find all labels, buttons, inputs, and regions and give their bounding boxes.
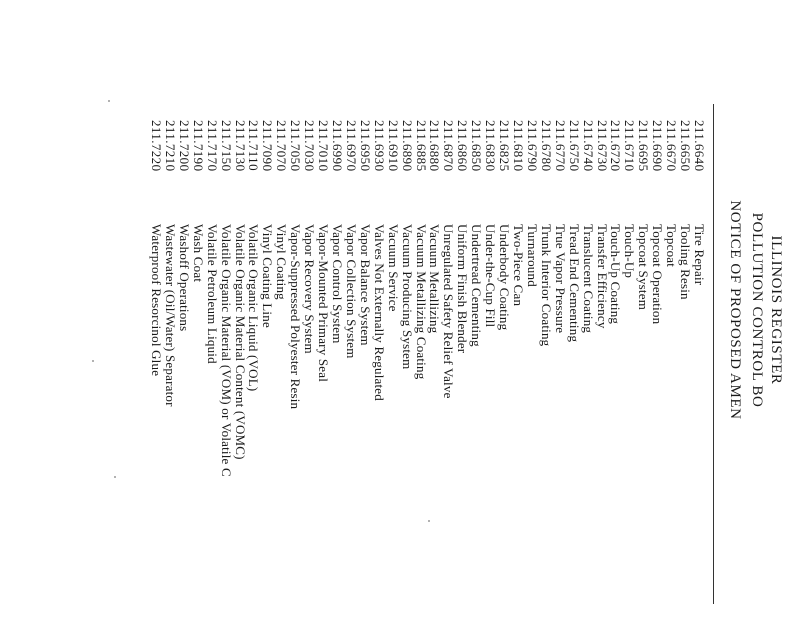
section-number: 211.7090: [260, 120, 276, 172]
defined-term: Transfer Efficiency: [594, 224, 610, 329]
section-number: 211.6690: [650, 120, 666, 172]
defined-term: Topcoat System: [636, 224, 652, 311]
section-row: [302, 120, 316, 640]
defined-term: Translucent Coating: [580, 224, 596, 334]
defined-term: Vacuum Metallizing Coating: [413, 224, 429, 380]
section-row: [441, 120, 455, 640]
section-number: 211.7170: [204, 120, 220, 172]
section-number: 211.6850: [469, 120, 485, 172]
defined-term: Wash Coat: [190, 224, 206, 283]
scan-speck: [114, 476, 116, 478]
section-number: 211.7190: [190, 120, 206, 172]
header-divider: [713, 104, 714, 604]
defined-term: Topcoat: [664, 224, 680, 268]
section-row: [205, 120, 219, 640]
defined-term: Vapor Recovery System: [302, 224, 318, 354]
defined-term: Vacuum Producing System: [399, 224, 415, 370]
section-row: [288, 120, 302, 640]
scan-speck: [108, 100, 110, 102]
section-row: [316, 120, 330, 640]
defined-term: Vinyl Coating: [274, 224, 290, 300]
section-number: 211.6830: [483, 120, 499, 172]
section-number: 211.6740: [580, 120, 596, 172]
section-row: [219, 120, 233, 640]
section-row: [469, 120, 483, 640]
defined-term: Turnaround: [524, 224, 540, 287]
section-row: [330, 120, 344, 640]
defined-term: Touch-Up Coating: [608, 224, 624, 325]
section-number: 211.6790: [524, 120, 540, 172]
section-number: 211.6880: [427, 120, 443, 172]
section-number: 211.6870: [441, 120, 457, 172]
section-number: 211.7200: [176, 120, 192, 172]
section-row: [511, 120, 525, 640]
section-number: 211.6650: [678, 120, 694, 172]
section-row: [191, 120, 205, 640]
section-row: [386, 120, 400, 640]
section-number: 211.6970: [343, 120, 359, 172]
defined-term: Vinyl Coating Line: [260, 224, 276, 328]
defined-term: Vacuum Service: [385, 224, 401, 312]
defined-term: Under-the-Cup Fill: [483, 224, 499, 328]
defined-term: Trunk Interior Coating: [538, 224, 554, 347]
section-number: 211.7150: [218, 120, 234, 172]
defined-term: Vapor Collection System: [343, 224, 359, 359]
defined-term: Vapor Control System: [330, 224, 346, 344]
section-number: 211.6720: [608, 120, 624, 172]
section-row: [358, 120, 372, 640]
section-row: [372, 120, 386, 640]
defined-term: Vapor-Mounted Primary Seal: [316, 224, 332, 383]
defined-term: Volatile Petroleum Liquid: [204, 224, 220, 364]
section-list: [149, 120, 706, 640]
defined-term: Wastewater (Oil/Water) Separator: [162, 224, 178, 407]
section-row: [567, 120, 581, 640]
section-row: [400, 120, 414, 640]
defined-term: Uniform Finish Blender: [455, 224, 471, 354]
section-row: [428, 120, 442, 640]
section-row: [414, 120, 428, 640]
section-row: [274, 120, 288, 640]
section-number: 211.7050: [288, 120, 304, 172]
section-number: 211.6810: [511, 120, 527, 172]
defined-term: Volatile Organic Material (VOM) or Volatile C: [218, 224, 234, 477]
section-number: 211.7210: [162, 120, 178, 172]
defined-term: Undertread Cementing: [469, 224, 485, 347]
section-number: 211.6860: [455, 120, 471, 172]
section-number: 211.6640: [692, 120, 707, 172]
section-row: [678, 120, 692, 640]
section-row: [483, 120, 497, 640]
defined-term: Tread End Cementing: [566, 224, 582, 343]
section-number: 211.6910: [385, 120, 401, 172]
section-number: 211.6990: [330, 120, 346, 172]
register-title: ILLINOIS REGISTER: [768, 235, 784, 385]
section-row: [539, 120, 553, 640]
section-row: [233, 120, 247, 640]
defined-term: Two-Piece Can: [511, 224, 527, 307]
defined-term: Washoff Operations: [176, 224, 192, 332]
defined-term: Unregulated Safety Relief Valve: [441, 224, 457, 399]
defined-term: Valves Not Externally Regulated: [371, 224, 387, 401]
section-row: [553, 120, 567, 640]
section-number: 211.7110: [246, 120, 262, 171]
section-row: [650, 120, 664, 640]
defined-term: Vacuum Metallizing: [427, 224, 443, 334]
section-number: 211.6750: [566, 120, 582, 172]
section-number: 211.6890: [399, 120, 415, 172]
section-row: [497, 120, 511, 640]
section-number: 211.6825: [497, 120, 513, 172]
defined-term: Topcoat Operation: [650, 224, 666, 325]
section-row: [636, 120, 650, 640]
section-row: [344, 120, 358, 640]
defined-term: Volatile Organic Material Content (VOMC): [232, 224, 248, 460]
section-number: 211.6780: [538, 120, 554, 172]
section-row: [247, 120, 261, 640]
defined-term: Vapor Balance System: [357, 224, 373, 346]
section-row: [692, 120, 706, 640]
defined-term: Vapor-Suppressed Polyester Resin: [288, 224, 304, 410]
section-number: 211.7070: [274, 120, 290, 172]
section-number: 211.6670: [664, 120, 680, 172]
section-number: 211.6710: [622, 120, 638, 172]
section-number: 211.6730: [594, 120, 610, 172]
section-number: 211.6885: [413, 120, 429, 172]
section-row: [664, 120, 678, 640]
section-row: [149, 120, 163, 640]
section-row: [455, 120, 469, 640]
section-number: 211.6950: [357, 120, 373, 172]
section-number: 211.7030: [302, 120, 318, 172]
section-row: [261, 120, 275, 640]
defined-term: Touch-Up: [622, 224, 638, 279]
section-number: 211.6695: [636, 120, 652, 172]
defined-term: Tooling Resin: [678, 224, 694, 300]
section-number: 211.6770: [552, 120, 568, 172]
defined-term: Tire Repair: [692, 224, 707, 286]
defined-term: True Vapor Pressure: [552, 224, 568, 334]
notice-heading: NOTICE OF PROPOSED AMEN: [727, 200, 743, 420]
section-number: 211.6930: [371, 120, 387, 172]
section-number: 211.7130: [232, 120, 248, 172]
section-row: [177, 120, 191, 640]
section-row: [525, 120, 539, 640]
section-row: [581, 120, 595, 640]
board-name: POLLUTION CONTROL BO: [749, 212, 765, 408]
section-number: 211.7010: [316, 120, 332, 172]
defined-term: Volatile Organic Liquid (VOL): [246, 224, 262, 392]
scan-speck: [92, 360, 94, 362]
section-number: 211.7220: [149, 120, 165, 172]
scan-speck: [428, 520, 430, 522]
section-row: [163, 120, 177, 640]
defined-term: Underbody Coating: [497, 224, 513, 331]
section-row: [595, 120, 609, 640]
defined-term: Waterproof Resorcinol Glue: [149, 224, 165, 377]
section-row: [622, 120, 636, 640]
section-row: [609, 120, 623, 640]
